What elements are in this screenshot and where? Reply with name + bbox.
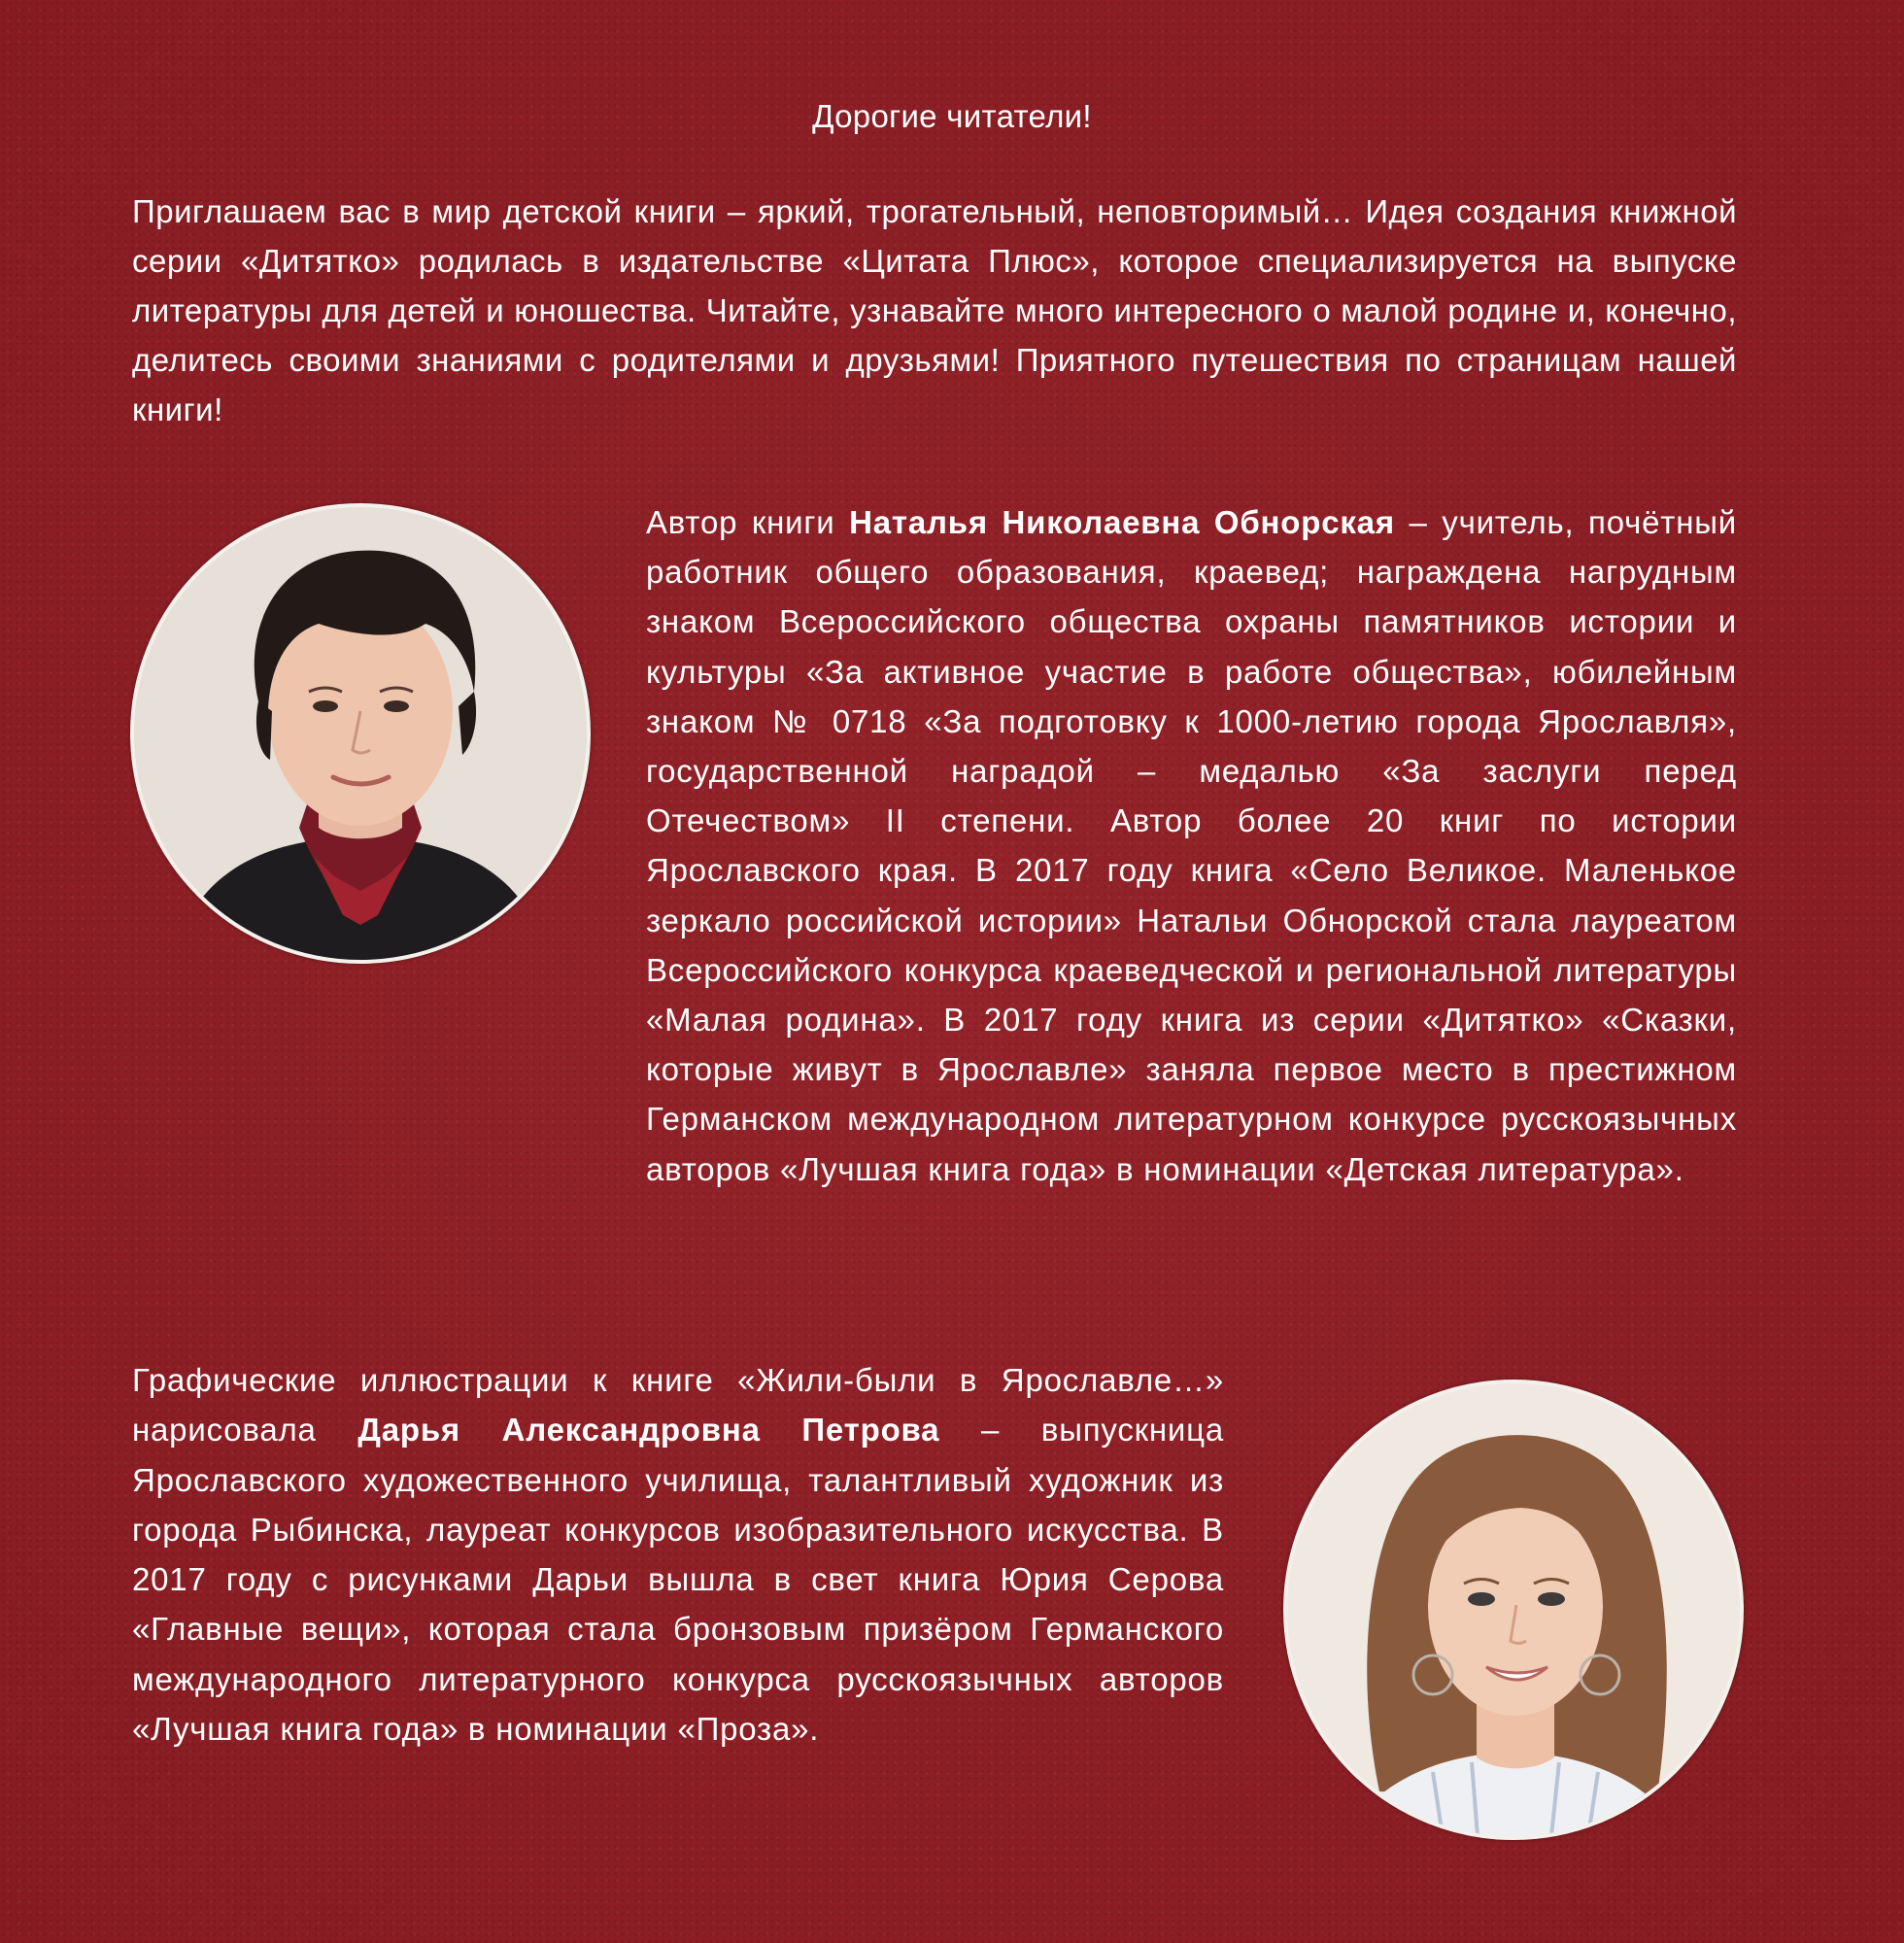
intro-paragraph: Приглашаем вас в мир детской книги – яркий, трогательный, неповторимый… Идея создания книжной серии «Дитятко» родилась в издательстве «Цитата Плюс», которое специализируется на выпуске литературы для детей и юношества. Читайте, узнавайте много интересного о малой родине и, конечно, делитесь своими знаниями с родителями и друзьями! Приятного путешествия по страницам нашей книги!	[132, 193, 1737, 427]
author-bio-text: – учитель, почётный работник общего образования, краевед; награждена нагрудным знаком Всероссийского общества охраны памятников истории и культуры «За активное участие в работе общества», юбилейным знаком № 0718 «За подготовку к 1000-летию города Ярославля», государственной наградой – медалью «За заслуги перед Отечеством» II степени. Автор более 20 книг по истории Ярославского края. В 2017 году книга «Село Великое. Маленькое зеркало российской истории» Натальи Обнорской стала лауреатом Всероссийского конкурса краеведческой и региональной литературы «Малая родина». В 2017 году книга из серии «Дитятко» «Сказки, которые живут в Ярославле» заняла первое место в престижном Германском международном литературном конкурсе русскоязычных авторов «Лучшая книга года» в номинации «Детская литература».	[646, 504, 1737, 1187]
illustrator-name: Дарья Александровна Петрова	[357, 1412, 940, 1449]
illustrator-portrait	[1283, 1380, 1744, 1840]
illustrator-photo-icon	[1287, 1383, 1740, 1836]
author-name: Наталья Николаевна Обнорская	[849, 504, 1395, 540]
author-portrait	[130, 503, 591, 964]
author-bio	[646, 497, 1737, 1194]
author-photo-icon	[134, 507, 587, 960]
illustrator-bio-text: – выпускница Ярославского художественного училища, талантливый художник из города Рыбинска, лауреат конкурсов изобразительного искусства. В 2017 году с рисунками Дарьи вышла в свет книга Юрия Серова «Главные вещи», которая стала бронзовым призёром Германского международного литературного конкурса русскоязычных авторов «Лучшая книга года» в номинации «Проза».	[132, 1412, 1224, 1748]
illustrator-prefix: Графические иллюстрации к книге «Жили-были в Ярославле…» нарисовала	[132, 1362, 1224, 1449]
greeting-heading: Дорогие читатели!	[812, 98, 1092, 134]
illustrator-bio	[132, 1355, 1224, 1754]
author-prefix: Автор книги	[646, 504, 850, 540]
